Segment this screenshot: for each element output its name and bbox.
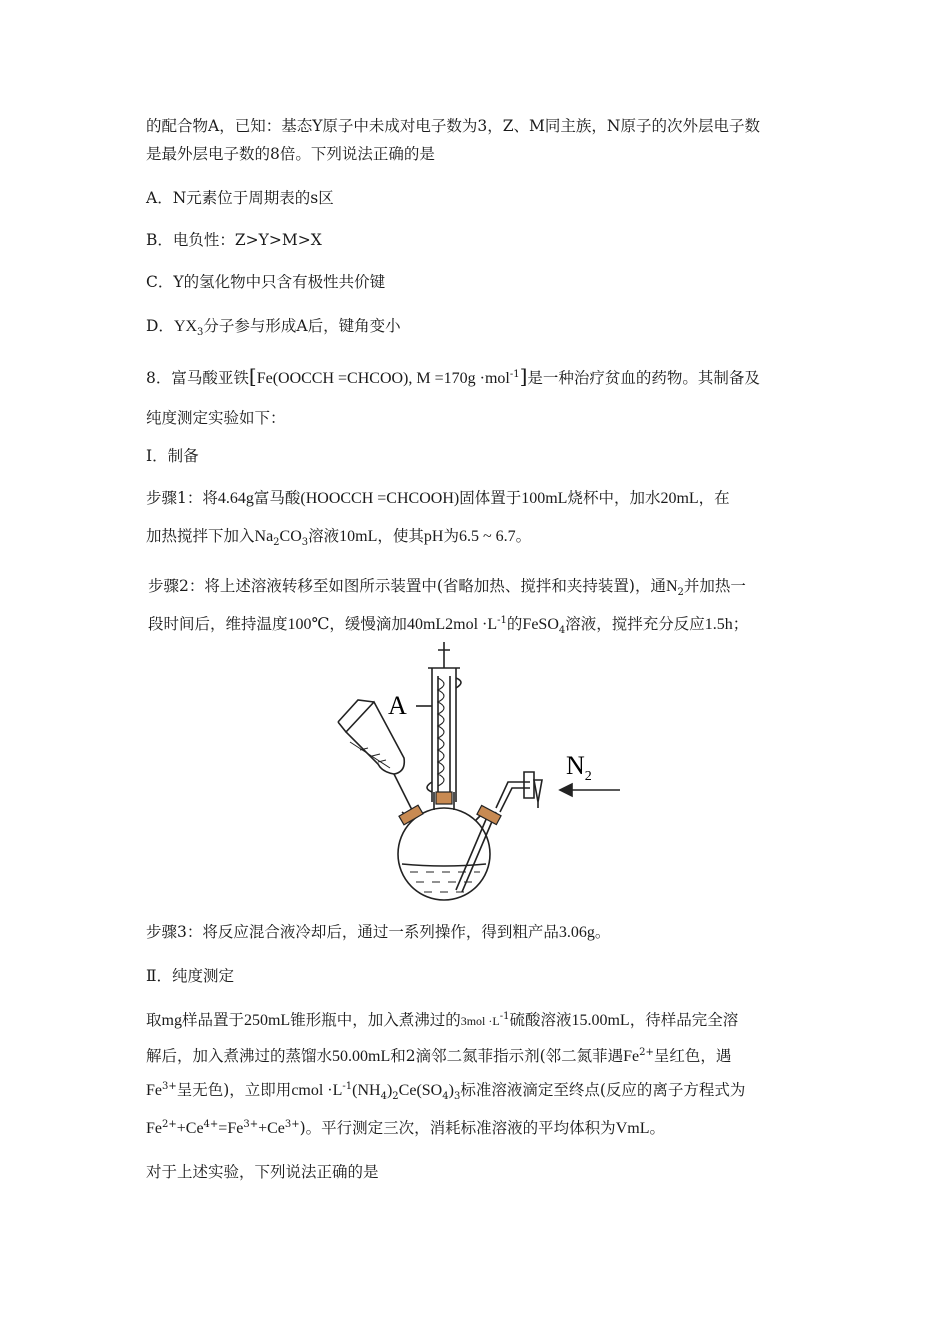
condenser-stopper <box>436 792 452 804</box>
apparatus-diagram <box>320 642 630 902</box>
step3-line: 步骤3：将反应混合液冷却后，通过一系列操作，得到粗产品3.06g。 <box>146 923 611 941</box>
q7-option-a: A．N元素位于周期表的s区 <box>146 189 334 207</box>
label-a: A <box>388 691 407 720</box>
round-bottom-flask <box>398 808 490 900</box>
step2-line2: 段时间后，维持温度100℃，缓慢滴加$40mL2mol \cdot L^{-1}$的FeSO$_4$溶液，搅拌充分反应1.5h； <box>148 614 749 637</box>
purity-line1: 取mg样品置于250mL锥形瓶中，加入煮沸过的$3mol \cdot L^{-1}$硫酸溶液15.00mL，待样品完全溶 <box>146 1010 739 1029</box>
step1-line1: 步骤1：将4.64g富马酸(HOOCCH =CHCOOH)固体置于100mL烧杯中，加水20mL，在 <box>146 489 730 507</box>
q7-option-b: B．电负性：Z>Y>M>X <box>146 231 322 249</box>
q7-option-c: C．Y的氢化物中只含有极性共价键 <box>146 273 386 291</box>
step1-line2: 加热搅拌下加入$Na_2CO_3$溶液10mL，使其pH为6.5 ~ 6.7。 <box>146 527 532 549</box>
question-prompt: 对于上述实验，下列说法正确的是 <box>146 1163 379 1181</box>
purity-line3: $Fe^{3+}$呈无色)，立即用cmol $\cdot L^{-1}(NH_4)_2Ce(SO_4)_3$标准溶液滴定至终点(反应的离子方程式为 <box>146 1080 746 1103</box>
q7-stem-line2: 是最外层电子数的8倍。下列说法正确的是 <box>146 145 435 163</box>
inlet-stopper <box>477 805 501 824</box>
step2-line1: 步骤2：将上述溶液转移至如图所示装置中(省略加热、搅拌和夹持装置)，通$N_2$并加热一 <box>148 577 746 599</box>
section-1-heading: Ⅰ．制备 <box>146 447 199 465</box>
q7-option-d: D．$YX_3$分子参与形成A后，键角变小 <box>146 317 401 339</box>
q8-stem-line1: 8．富马酸亚铁[Fe(OOCCH =CHCOO), M =170g ·mol$^{-1}$]是一种治疗贫血的药物。其制备及 <box>146 364 760 388</box>
q7-stem-line1: 的配合物A，已知：基态Y原子中未成对电子数为3，Z、M同主族，N原子的次外层电子数 <box>146 117 760 135</box>
apparatus-figure <box>320 642 630 902</box>
purity-line4: $Fe^{2+}+Ce^{4+}=Fe^{3+}+Ce^{3+}$)。平行测定三次，消耗标准溶液的平均体积为VmL。 <box>146 1118 665 1137</box>
q8-stem-line2: 纯度测定实验如下： <box>146 409 286 427</box>
section-2-heading: Ⅱ．纯度测定 <box>146 967 235 985</box>
label-n2: $N_2$ <box>566 751 592 784</box>
purity-line2: 解后，加入煮沸过的蒸馏水50.00mL和2滴邻二氮菲指示剂(邻二氮菲遇$Fe^{2+}$呈红色，遇 <box>146 1046 732 1065</box>
